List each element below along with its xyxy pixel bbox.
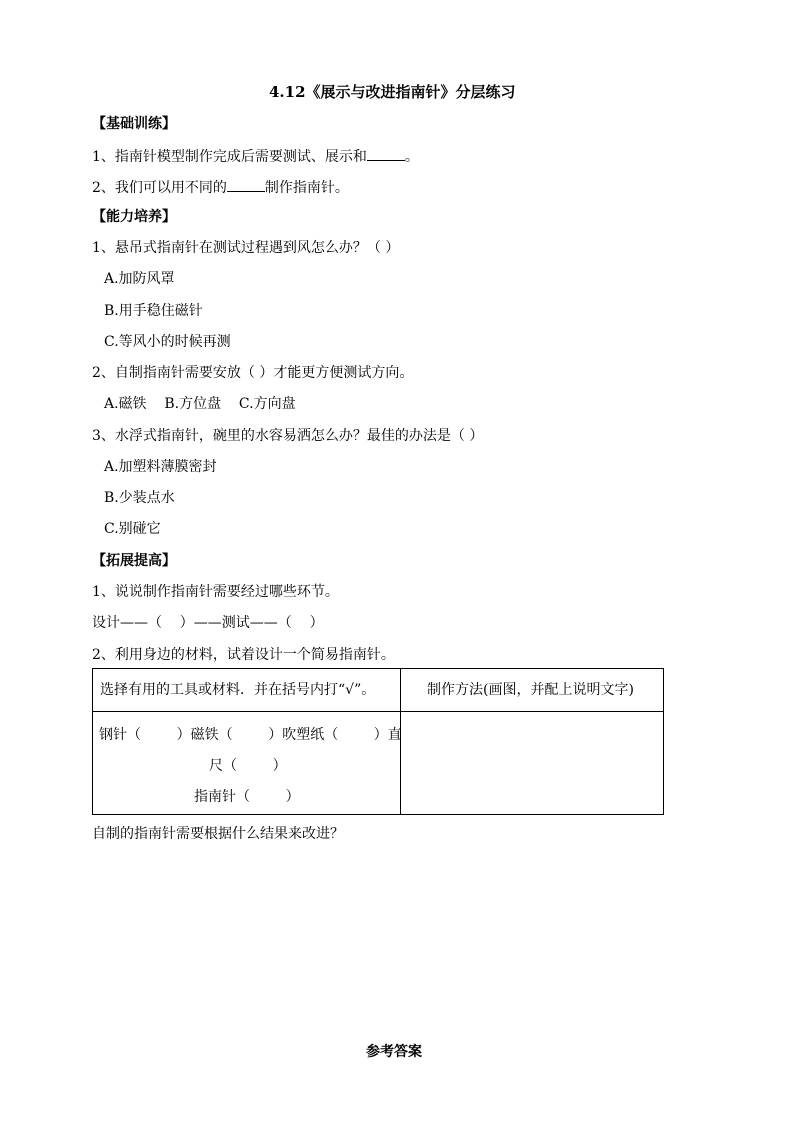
fill-in-blank[interactable]: [367, 146, 405, 161]
basic-question-2-text: 2、我们可以用不同的: [92, 180, 227, 196]
page-title: 4.12《展示与改进指南针》分层练习: [269, 83, 516, 101]
ability-q3-option-c: C.别碰它: [104, 521, 161, 537]
materials-line-1[interactable]: 钢针（ ）磁铁（ ）吹塑纸（ ）直: [99, 727, 402, 743]
table-header-materials: [93, 669, 401, 712]
ability-q1-option-c: C.等风小的时候再测: [104, 334, 231, 350]
extend-question-1: 1、说说制作指南针需要经过哪些环节。: [92, 584, 339, 600]
table-cell-method[interactable]: [401, 712, 664, 815]
basic-question-1: [92, 146, 419, 166]
basic-question-2: [92, 177, 349, 197]
fill-in-blank[interactable]: [227, 177, 265, 192]
ability-q2-options: A.磁铁 B.方位盘 C.方向盘: [104, 396, 296, 412]
ability-q1-option-a: A.加防风罩: [104, 271, 175, 287]
section-heading-extend: 【拓展提高】: [92, 553, 176, 569]
extend-question-3: 自制的指南针需要根据什么结果来改进？: [92, 826, 344, 842]
materials-line-3[interactable]: 指南针（ ）: [194, 789, 300, 805]
basic-question-1-end: 。: [404, 149, 419, 165]
ability-q1-option-b: B.用手稳住磁针: [104, 303, 203, 319]
extend-q1-process-line: 设计——（ ）——测试——（ ）: [92, 615, 324, 631]
extend-question-2: 2、利用身边的材料，试着设计一个简易指南针。: [92, 647, 395, 663]
section-heading-basic: 【基础训练】: [92, 116, 176, 132]
ability-question-2: 2、自制指南针需要安放（ ）才能更方便测试方向。: [92, 365, 414, 381]
ability-question-1: 1、悬吊式指南针在测试过程遇到风怎么办？（ ）: [92, 240, 400, 256]
ability-question-3: 3、水浮式指南针，碗里的水容易洒怎么办？最佳的办法是（ ）: [92, 428, 484, 444]
table-cell-materials: [93, 712, 401, 815]
answer-heading: 参考答案: [366, 1044, 422, 1060]
table-header-materials-text: 选择有用的工具或材料．并在括号内打“√”。: [100, 682, 376, 698]
materials-line-2[interactable]: 尺（ ）: [209, 758, 287, 774]
basic-question-2-end: 制作指南针。: [264, 180, 349, 196]
basic-question-1-text: 1、指南针模型制作完成后需要测试、展示和: [92, 149, 367, 165]
table-header-method-text: 制作方法(画图，并配上说明文字): [427, 682, 634, 698]
table-header-method: [401, 669, 664, 712]
section-heading-ability: 【能力培养】: [92, 209, 176, 225]
design-table: [92, 668, 664, 815]
ability-q3-option-b: B.少装点水: [104, 490, 175, 506]
ability-q3-option-a: A.加塑料薄膜密封: [104, 459, 217, 475]
